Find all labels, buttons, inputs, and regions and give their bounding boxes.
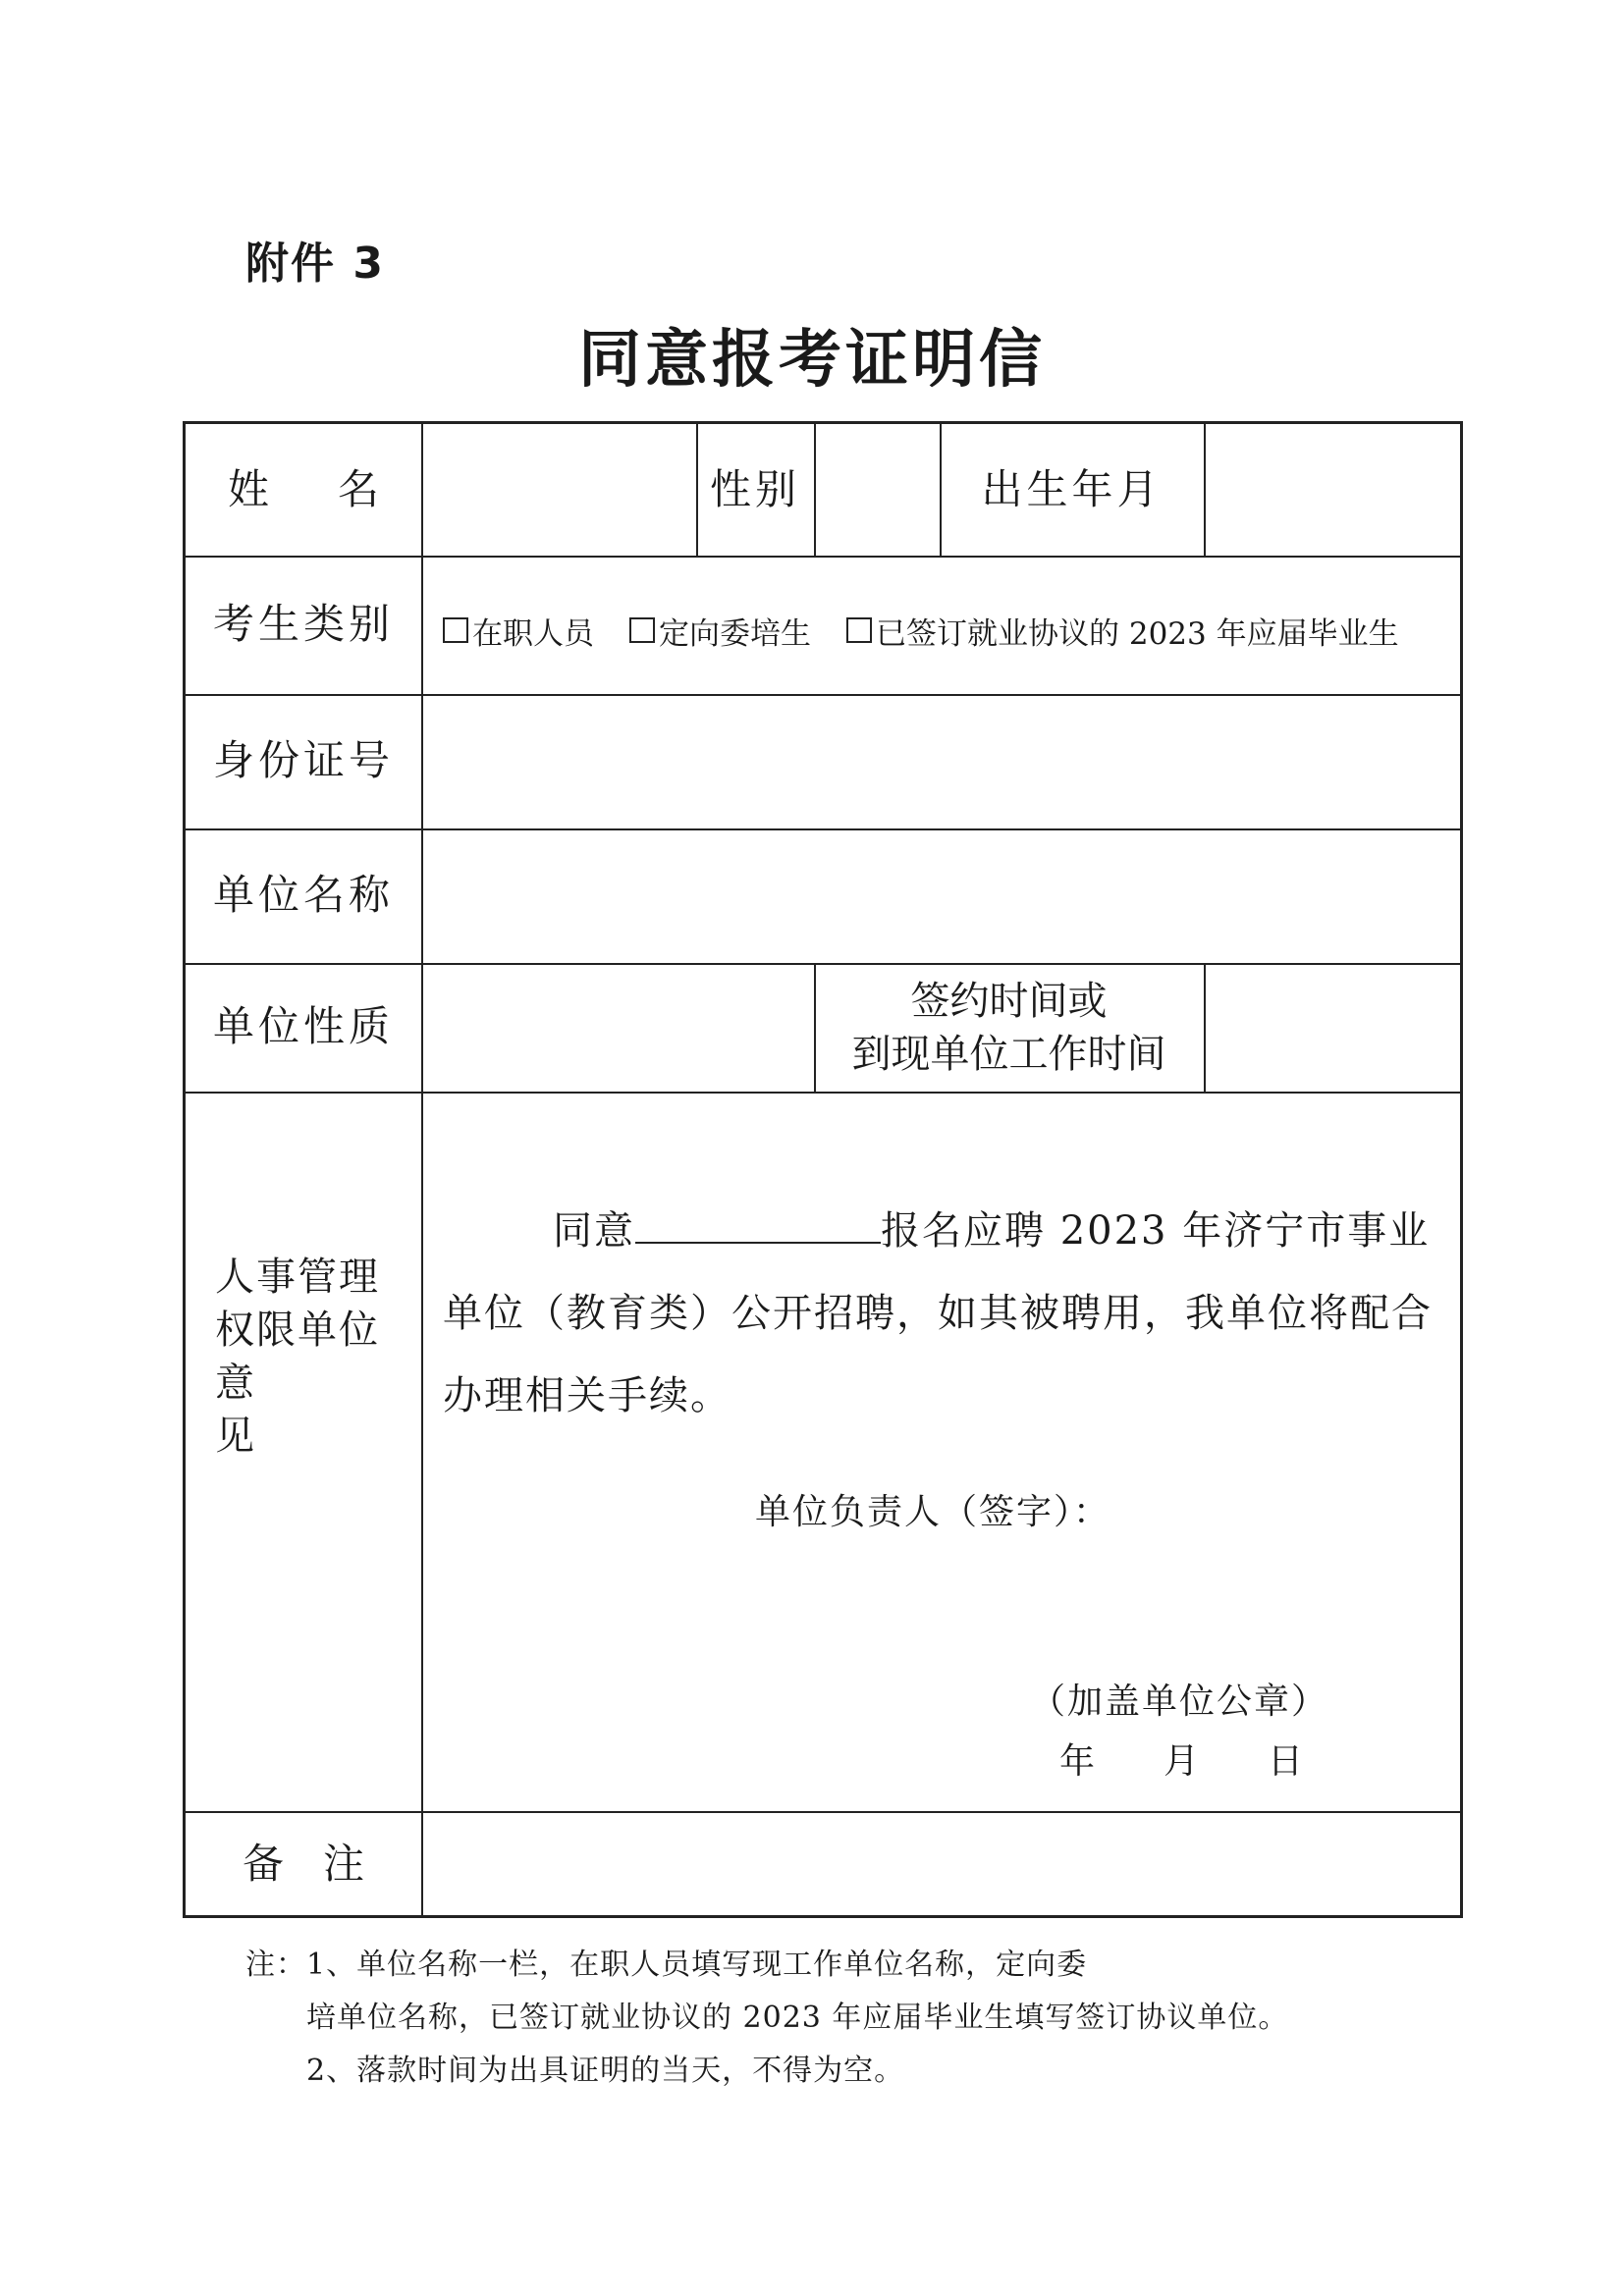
column-divider — [421, 424, 423, 1918]
opinion-label — [186, 1101, 421, 1612]
option-employed[interactable]: 在职人员 — [443, 609, 594, 653]
gender-field[interactable] — [816, 424, 940, 556]
checkbox-icon[interactable] — [846, 617, 872, 643]
sign-time-label: 签约时间或 到现单位工作时间 — [851, 978, 1166, 1077]
option-graduate[interactable]: 已签订就业协议的 2023 年应届毕业生 — [846, 609, 1399, 653]
checkbox-icon[interactable] — [629, 617, 655, 643]
document-title: 同意报考证明信 — [578, 323, 1046, 397]
unit-name-field[interactable] — [423, 828, 1463, 963]
category-label: 考生类别 — [212, 600, 394, 649]
consent-form-table — [183, 421, 1463, 1918]
opinion-label-line: 权限单位 — [215, 1308, 380, 1353]
gender-label: 性别 — [709, 464, 800, 513]
remarks-label: 备注 — [242, 1840, 404, 1889]
opinion-text: 同意 报名应聘 2023 年济宁市事业单位（教育类）公开招聘，如其被聘用，我单位将配合办理相关手续。 — [443, 1190, 1444, 1437]
note-1-line-2: 培单位名称，已签订就业协议的 2023 年应届毕业生填写签订协议单位。 — [306, 2001, 1289, 2035]
note-2: 2、落款时间为出具证明的当天，不得为空。 — [306, 2054, 905, 2088]
birth-label: 出生年月 — [981, 464, 1163, 513]
sign-time-field[interactable] — [1206, 963, 1463, 1092]
opinion-label-line: 意见 — [215, 1361, 352, 1459]
note-1-line-1: 注：1、单位名称一栏，在职人员填写现工作单位名称，定向委 — [245, 1948, 1088, 1982]
signatory-label: 单位负责人（签字）： — [755, 1492, 1111, 1532]
name-label: 姓名 — [227, 464, 448, 513]
id-number-label: 身份证号 — [212, 736, 394, 785]
unit-type-label: 单位性质 — [212, 1002, 394, 1051]
row-divider — [186, 1092, 1460, 1094]
attachment-label: 附件 3 — [245, 239, 385, 289]
unit-name-label: 单位名称 — [212, 871, 394, 920]
opinion-label-line: 人事管理 — [215, 1255, 380, 1300]
seal-note: （加盖单位公章） — [1030, 1682, 1329, 1722]
option-sponsored[interactable]: 定向委培生 — [629, 609, 811, 653]
checkbox-icon[interactable] — [443, 617, 468, 643]
candidate-name-blank[interactable] — [635, 1204, 881, 1244]
remarks-field[interactable] — [423, 1811, 1463, 1918]
unit-type-field[interactable] — [423, 963, 814, 1092]
category-options — [443, 601, 1399, 660]
id-number-field[interactable] — [423, 694, 1463, 828]
name-field[interactable] — [423, 424, 696, 556]
birth-field[interactable] — [1206, 424, 1463, 556]
footnotes — [245, 1939, 1424, 2098]
date-line: 年 月 日 — [1059, 1741, 1304, 1782]
